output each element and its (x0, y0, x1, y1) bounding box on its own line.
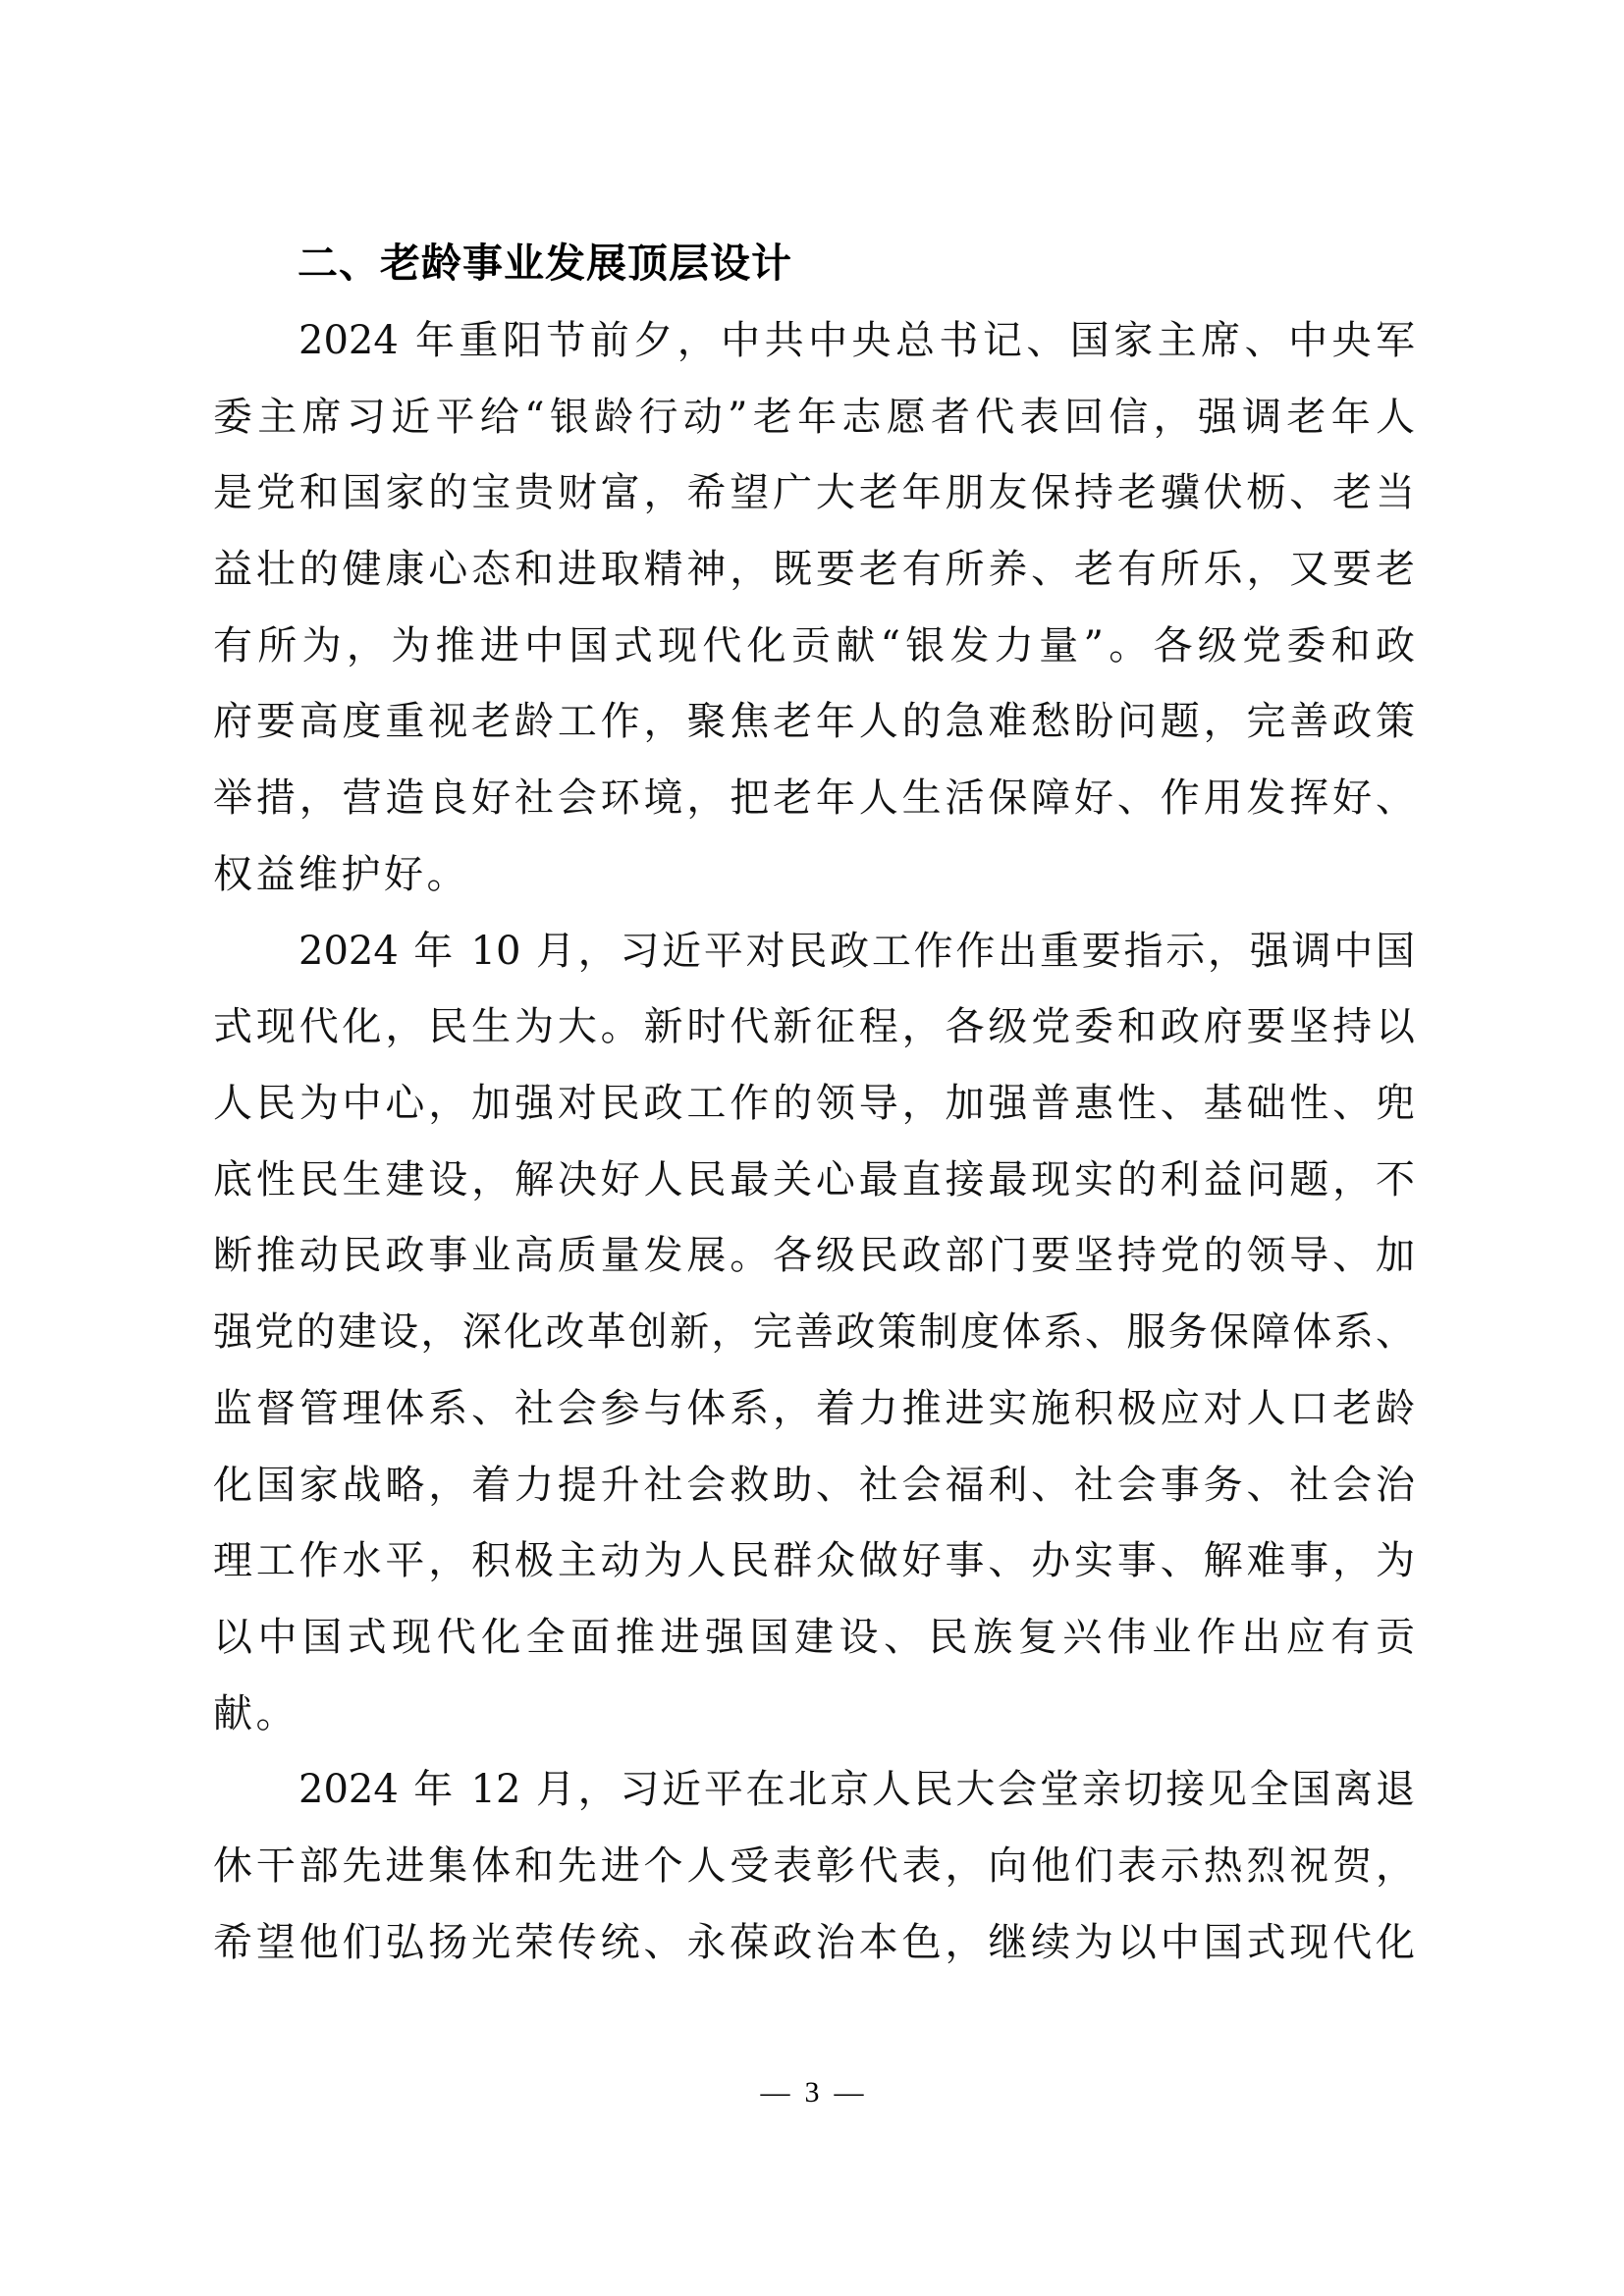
paragraph-3-line-1: 2024 年 12 月，习近平在北京人民大会堂亲切接见全国离退 (298, 1767, 1415, 1812)
page-number: — 3 — (760, 2076, 864, 2109)
paragraph-2-line-1: 2024 年 10 月，习近平对民政工作作出重要指示，强调中国 (298, 929, 1415, 974)
section-heading: 二、老龄事业发展顶层设计 (298, 240, 792, 287)
paragraph-1-line-6: 府要高度重视老龄工作，聚焦老年人的急难愁盼问题，完善政策 (213, 699, 1415, 744)
paragraph-1-line-5: 有所为，为推进中国式现代化贡献“银发力量”。各级党委和政 (213, 623, 1415, 668)
paragraph-1-line-3: 是党和国家的宝贵财富，希望广大老年朋友保持老骥伏枥、老当 (213, 470, 1415, 515)
paragraph-2-line-3: 人民为中心，加强对民政工作的领导，加强普惠性、基础性、兜 (213, 1081, 1415, 1126)
paragraph-2-line-7: 监督管理体系、社会参与体系，着力推进实施积极应对人口老龄 (213, 1386, 1415, 1431)
paragraph-1-line-7: 举措，营造良好社会环境，把老年人生活保障好、作用发挥好、 (213, 775, 1415, 821)
paragraph-3-line-3: 希望他们弘扬光荣传统、永葆政治本色，继续为以中国式现代化 (213, 1920, 1415, 1965)
paragraph-2-line-2: 式现代化，民生为大。新时代新征程，各级党委和政府要坚持以 (213, 1004, 1415, 1049)
paragraph-2-line-9: 理工作水平，积极主动为人民群众做好事、办实事、解难事，为 (213, 1538, 1415, 1583)
paragraph-2-line-5: 断推动民政事业高质量发展。各级民政部门要坚持党的领导、加 (213, 1233, 1415, 1278)
paragraph-1-line-8: 权益维护好。 (213, 852, 469, 897)
paragraph-2-line-4: 底性民生建设，解决好人民最关心最直接最现实的利益问题，不 (213, 1157, 1415, 1202)
paragraph-1-line-1: 2024 年重阳节前夕，中共中央总书记、国家主席、中央军 (298, 318, 1415, 363)
paragraph-1-line-2: 委主席习近平给“银龄行动”老年志愿者代表回信，强调老年人 (213, 395, 1415, 440)
paragraph-2-line-10: 以中国式现代化全面推进强国建设、民族复兴伟业作出应有贡 (213, 1615, 1415, 1660)
paragraph-1-line-4: 益壮的健康心态和进取精神，既要老有所养、老有所乐，又要老 (213, 547, 1415, 592)
paragraph-3-line-2: 休干部先进集体和先进个人受表彰代表，向他们表示热烈祝贺， (213, 1843, 1415, 1889)
paragraph-2-line-11: 献。 (213, 1691, 298, 1736)
paragraph-2-line-8: 化国家战略，着力提升社会救助、社会福利、社会事务、社会治 (213, 1463, 1415, 1508)
paragraph-2-line-6: 强党的建设，深化改革创新，完善政策制度体系、服务保障体系、 (213, 1309, 1415, 1355)
